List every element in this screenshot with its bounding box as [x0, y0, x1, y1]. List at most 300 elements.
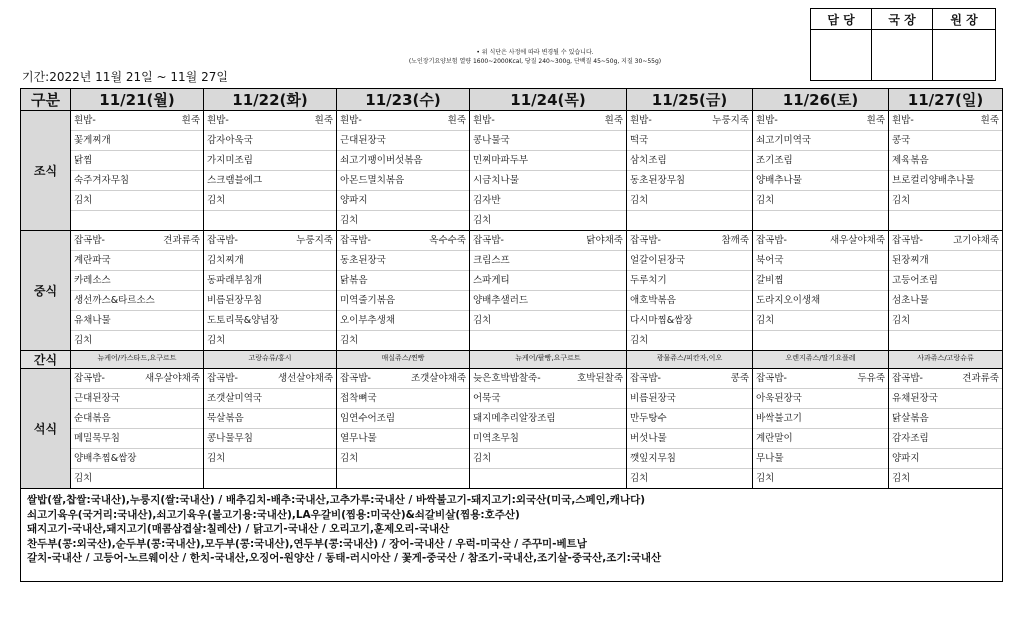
menu-item — [204, 171, 336, 191]
menu-cell — [889, 369, 1003, 489]
menu-item — [71, 469, 203, 488]
porridge-name: 흰죽 — [980, 115, 999, 126]
dish-name: 김치 — [756, 315, 775, 326]
dish-name: 감자아욱국 — [207, 135, 253, 146]
menu-cell — [470, 231, 627, 351]
dish-name: 삼치조림 — [630, 155, 667, 166]
snack-item: 고랑슈류/홍시 — [248, 354, 292, 362]
dish-name: 유채나물 — [74, 315, 111, 326]
category-header: 구분 — [21, 89, 71, 111]
porridge-name: 생선살야채죽 — [277, 373, 333, 384]
menu-cell — [753, 351, 889, 369]
menu-cell — [204, 111, 337, 231]
menu-item — [337, 429, 469, 449]
menu-item — [889, 171, 1002, 191]
weekly-menu-table — [20, 88, 1003, 582]
menu-item — [337, 369, 469, 389]
dish-name: 임연수어조림 — [340, 413, 396, 424]
dish-name: 닭찜 — [74, 155, 93, 166]
porridge-name: 흰죽 — [181, 115, 200, 126]
menu-item — [889, 131, 1002, 151]
approval-header-director: 국 장 — [872, 9, 933, 30]
dish-name: 오이부추생채 — [340, 315, 396, 326]
menu-item — [889, 231, 1002, 251]
dish-name: 계란말이 — [756, 433, 793, 444]
porridge-name: 누룽지죽 — [712, 115, 749, 126]
menu-item — [71, 131, 203, 151]
menu-cell — [627, 231, 753, 351]
menu-item — [753, 231, 888, 251]
day-header-row — [21, 89, 1003, 111]
menu-item — [337, 191, 469, 211]
menu-item — [71, 211, 203, 230]
dish-name: 비름된장무침 — [207, 295, 263, 306]
menu-item — [204, 131, 336, 151]
dish-name: 열무나물 — [340, 433, 377, 444]
dish-name: 김치 — [892, 473, 911, 484]
snack-item: 사과쥬스/고랑슈류 — [917, 354, 974, 362]
dish-name: 접착뼈국 — [340, 393, 377, 404]
dish-name: 잡곡밥- — [892, 235, 923, 246]
dish-name: 묵살볶음 — [207, 413, 244, 424]
approval-header-head: 원 장 — [933, 9, 996, 30]
dish-name: 잡곡밥- — [340, 235, 371, 246]
menu-cell — [627, 369, 753, 489]
menu-item — [753, 409, 888, 429]
porridge-name: 옥수수죽 — [429, 235, 466, 246]
dish-name: 김치 — [756, 195, 775, 206]
menu-item — [753, 469, 888, 488]
menu-item — [627, 211, 752, 230]
dish-name: 김치찌개 — [207, 255, 244, 266]
dish-name: 잡곡밥- — [630, 373, 661, 384]
porridge-name: 고기야채죽 — [953, 235, 999, 246]
dish-name: 김치 — [630, 195, 649, 206]
dish-name: 흰밥- — [892, 115, 914, 126]
menu-item — [204, 469, 336, 488]
meal-label: 석식 — [21, 369, 71, 489]
dish-name: 닭볶음 — [340, 275, 368, 286]
menu-item — [71, 429, 203, 449]
menu-item — [470, 469, 626, 488]
menu-item — [470, 151, 626, 171]
day-header: 11/22(화) — [204, 89, 337, 111]
menu-item — [889, 271, 1002, 291]
menu-item — [889, 191, 1002, 211]
menu-item — [627, 151, 752, 171]
snack-item: 광물쥬스/피칸자,이오 — [656, 354, 723, 362]
menu-item — [470, 449, 626, 469]
porridge-name: 견과류죽 — [962, 373, 999, 384]
dish-name: 다시마찜&쌈장 — [630, 315, 693, 326]
day-header: 11/27(일) — [889, 89, 1003, 111]
dish-name: 김치 — [473, 453, 492, 464]
porridge-name: 흰죽 — [447, 115, 466, 126]
approval-sign-staff — [811, 30, 872, 81]
menu-item — [204, 429, 336, 449]
snack-item: 뉴케어/카스타드,요구르트 — [97, 354, 177, 362]
dish-name: 양배추찜&쌈장 — [74, 453, 137, 464]
dish-name: 양배추샐러드 — [473, 295, 529, 306]
porridge-name: 닭야채죽 — [586, 235, 623, 246]
dish-name: 섬초나물 — [892, 295, 929, 306]
day-header: 11/24(목) — [470, 89, 627, 111]
dish-name: 잡곡밥- — [630, 235, 661, 246]
origin-line: 찬두부(콩:외국산),순두부(콩:국내산),모두부(콩:국내산),연두부(콩:국내산) / 장어-국내산 / 우럭-미국산 / 주꾸미-베트남 — [27, 537, 587, 550]
menu-item — [204, 231, 336, 251]
menu-item — [71, 449, 203, 469]
dish-name: 고등어조림 — [892, 275, 938, 286]
dish-name: 쇠고기팽이버섯볶음 — [340, 155, 423, 166]
menu-cell — [470, 351, 627, 369]
dish-name: 흰밥- — [756, 115, 778, 126]
dish-name: 제육볶음 — [892, 155, 929, 166]
dish-name: 근대된장국 — [74, 393, 120, 404]
origin-line: 쇠고기육우(국거리:국내산),쇠고기육우(불고기용:국내산),LA우갈비(찜용:미국산)&쇠갈비살(찜용:호주산) — [27, 508, 520, 521]
porridge-name: 견과류죽 — [163, 235, 200, 246]
menu-notice — [330, 48, 740, 66]
dish-name: 잡곡밥- — [207, 235, 238, 246]
menu-item — [753, 429, 888, 449]
menu-item — [204, 449, 336, 469]
menu-item — [337, 211, 469, 230]
menu-item — [627, 131, 752, 151]
dish-name: 만두탕수 — [630, 413, 667, 424]
menu-item — [889, 211, 1002, 230]
dish-name: 생선까스&타르소스 — [74, 295, 155, 306]
menu-item — [204, 409, 336, 429]
menu-item — [627, 449, 752, 469]
dish-name: 스크램블에그 — [207, 175, 263, 186]
dish-name: 잡곡밥- — [207, 373, 238, 384]
menu-item — [337, 231, 469, 251]
menu-item — [71, 151, 203, 171]
menu-item — [753, 151, 888, 171]
menu-item — [470, 251, 626, 271]
dish-name: 김치 — [473, 315, 492, 326]
origin-row — [21, 489, 1003, 582]
dish-name: 시금치나물 — [473, 175, 519, 186]
dish-name: 아몬드멸치볶음 — [340, 175, 405, 186]
menu-item — [470, 409, 626, 429]
menu-item — [627, 429, 752, 449]
dish-name: 바싹불고기 — [756, 413, 802, 424]
menu-item — [337, 469, 469, 488]
menu-item — [71, 409, 203, 429]
dish-name: 카레소스 — [74, 275, 111, 286]
menu-item — [889, 331, 1002, 350]
dish-name: 된장찌개 — [892, 255, 929, 266]
dish-name: 돼지메추리알장조림 — [473, 413, 556, 424]
menu-item — [753, 111, 888, 131]
menu-item — [337, 331, 469, 350]
dish-name: 가지미조림 — [207, 155, 253, 166]
menu-item — [71, 251, 203, 271]
menu-item — [753, 271, 888, 291]
menu-cell — [470, 111, 627, 231]
menu-item — [470, 331, 626, 350]
dish-name: 콩나물국 — [473, 135, 510, 146]
dish-name: 김치 — [630, 335, 649, 346]
dish-name: 어묵국 — [473, 393, 501, 404]
menu-item — [204, 111, 336, 131]
snack-item: 오렌지쥬스/딸기요플레 — [785, 354, 856, 362]
menu-cell — [337, 369, 470, 489]
menu-item — [470, 211, 626, 230]
menu-item — [337, 449, 469, 469]
menu-item — [204, 331, 336, 350]
dish-name: 동파래부침개 — [207, 275, 263, 286]
menu-item — [889, 449, 1002, 469]
origin-info — [21, 489, 1003, 582]
dish-name: 크림스프 — [473, 255, 510, 266]
porridge-name: 누룽지죽 — [296, 235, 333, 246]
menu-cell — [753, 369, 889, 489]
dish-name: 북어국 — [756, 255, 784, 266]
dish-name: 근대된장국 — [340, 135, 386, 146]
dish-name: 깻잎지무침 — [630, 453, 676, 464]
dish-name: 김치 — [892, 195, 911, 206]
menu-item — [470, 291, 626, 311]
dish-name: 버섯나물 — [630, 433, 667, 444]
dish-name: 메밀묵무침 — [74, 433, 120, 444]
dish-name: 유채된장국 — [892, 393, 938, 404]
dish-name: 늦은호박밥찰죽- — [473, 373, 541, 384]
dish-name: 김치 — [74, 195, 93, 206]
porridge-name: 콩죽 — [730, 373, 749, 384]
porridge-name: 두유죽 — [857, 373, 885, 384]
dish-name: 흰밥- — [207, 115, 229, 126]
menu-item — [470, 231, 626, 251]
notice-line-2: (노인장기요양보험 열량 1600~2000Kcal, 당질 240~300g, 단백질 45~50g, 지질 30~55g) — [408, 58, 662, 65]
dish-name: 김치 — [74, 335, 93, 346]
dish-name: 무나물 — [756, 453, 784, 464]
meal-row — [21, 111, 1003, 231]
menu-item — [337, 131, 469, 151]
porridge-name: 새우살야채죽 — [144, 373, 200, 384]
menu-cell — [753, 111, 889, 231]
menu-item — [753, 311, 888, 331]
snack-row — [21, 351, 1003, 369]
menu-item — [204, 191, 336, 211]
menu-item — [337, 291, 469, 311]
menu-item — [337, 389, 469, 409]
notice-line-1: • 위 식단은 사정에 따라 변경될 수 있습니다. — [476, 49, 594, 56]
menu-item — [71, 369, 203, 389]
menu-cell — [204, 369, 337, 489]
snack-item: 뉴케어/팥빵,요구르트 — [515, 354, 581, 362]
menu-cell — [71, 369, 204, 489]
dish-name: 김치 — [74, 473, 93, 484]
menu-cell — [627, 351, 753, 369]
dish-name: 꽃게찌개 — [74, 135, 111, 146]
dish-name: 아욱된장국 — [756, 393, 802, 404]
dish-name: 김자반 — [473, 195, 501, 206]
dish-name: 스파게티 — [473, 275, 510, 286]
dish-name: 김치 — [756, 473, 775, 484]
menu-item — [71, 389, 203, 409]
menu-cell — [470, 369, 627, 489]
dish-name: 조갯살미역국 — [207, 393, 263, 404]
menu-item — [204, 369, 336, 389]
menu-item — [337, 251, 469, 271]
menu-item — [627, 469, 752, 488]
menu-item — [470, 131, 626, 151]
porridge-name: 흰죽 — [604, 115, 623, 126]
menu-item — [889, 469, 1002, 488]
approval-sign-director — [872, 30, 933, 81]
menu-item — [889, 311, 1002, 331]
menu-item — [470, 429, 626, 449]
dish-name: 흰밥- — [473, 115, 495, 126]
menu-item — [204, 271, 336, 291]
menu-item — [753, 331, 888, 350]
approval-box — [810, 8, 996, 81]
menu-item — [889, 409, 1002, 429]
meal-label: 간식 — [21, 351, 71, 369]
dish-name: 도토리묵&양념장 — [207, 315, 279, 326]
dish-name: 김치 — [207, 453, 226, 464]
meal-row — [21, 231, 1003, 351]
menu-item — [204, 151, 336, 171]
day-header: 11/21(월) — [71, 89, 204, 111]
meal-row — [21, 369, 1003, 489]
dish-name: 얼갈이된장국 — [630, 255, 686, 266]
menu-cell — [71, 111, 204, 231]
menu-item — [627, 369, 752, 389]
porridge-name: 참깨죽 — [721, 235, 749, 246]
menu-item — [753, 171, 888, 191]
dish-name: 김치 — [340, 453, 359, 464]
dish-name: 콩국 — [892, 135, 911, 146]
menu-item — [470, 171, 626, 191]
dish-name: 애호박볶음 — [630, 295, 676, 306]
meal-label: 조식 — [21, 111, 71, 231]
dish-name: 숙주겨자무침 — [74, 175, 130, 186]
menu-item — [889, 389, 1002, 409]
menu-cell — [337, 111, 470, 231]
menu-item — [753, 211, 888, 230]
menu-item — [627, 271, 752, 291]
dish-name: 두루치기 — [630, 275, 667, 286]
menu-item — [753, 369, 888, 389]
dish-name: 김치 — [473, 215, 492, 226]
dish-name: 감자조림 — [892, 433, 929, 444]
approval-header-staff: 담 당 — [811, 9, 872, 30]
dish-name: 미역줄기볶음 — [340, 295, 396, 306]
menu-cell — [337, 351, 470, 369]
dish-name: 흰밥- — [74, 115, 96, 126]
menu-item — [71, 311, 203, 331]
dish-name: 비름된장국 — [630, 393, 676, 404]
menu-item — [204, 311, 336, 331]
menu-item — [337, 311, 469, 331]
menu-item — [71, 191, 203, 211]
dish-name: 잡곡밥- — [74, 373, 105, 384]
dish-name: 잡곡밥- — [892, 373, 923, 384]
menu-item — [204, 251, 336, 271]
menu-item — [627, 251, 752, 271]
origin-line: 갈치-국내산 / 고등어-노르웨이산 / 한치-국내산,오징어-원양산 / 동태-러시아산 / 꽃게-중국산 / 참조기-국내산,조기살-중국산,조기:국내산 — [27, 552, 662, 564]
menu-item — [470, 111, 626, 131]
porridge-name: 호박된찰죽 — [577, 373, 623, 384]
dish-name: 양배추나물 — [756, 175, 802, 186]
menu-item — [627, 389, 752, 409]
dish-name: 김치 — [340, 335, 359, 346]
porridge-name: 조갯살야채죽 — [410, 373, 466, 384]
dish-name: 조기조림 — [756, 155, 793, 166]
menu-period: 기간:2022년 11월 21일 ~ 11월 27일 — [22, 70, 228, 84]
dish-name: 잡곡밥- — [756, 373, 787, 384]
menu-item — [470, 191, 626, 211]
menu-item — [627, 171, 752, 191]
origin-line: 쌀밥(쌀,찹쌀:국내산),누룽지(쌀:국내산) / 배추김치-배추:국내산,고추가루:국내산 / 바싹불고기-돼지고기:외국산(미국,스페인,캐나다) — [27, 494, 646, 506]
menu-item — [627, 191, 752, 211]
dish-name: 김치 — [207, 195, 226, 206]
menu-item — [627, 231, 752, 251]
dish-name: 잡곡밥- — [74, 235, 105, 246]
menu-item — [71, 331, 203, 350]
menu-cell — [889, 351, 1003, 369]
dish-name: 흰밥- — [630, 115, 652, 126]
menu-item — [337, 409, 469, 429]
dish-name: 김치 — [892, 315, 911, 326]
menu-item — [753, 191, 888, 211]
approval-sign-head — [933, 30, 996, 81]
dish-name: 양파지 — [340, 195, 368, 206]
dish-name: 양파지 — [892, 453, 920, 464]
dish-name: 잡곡밥- — [756, 235, 787, 246]
meal-label: 중식 — [21, 231, 71, 351]
menu-item — [627, 331, 752, 350]
day-header: 11/25(금) — [627, 89, 753, 111]
day-header: 11/23(수) — [337, 89, 470, 111]
menu-item — [204, 211, 336, 230]
menu-item — [753, 449, 888, 469]
menu-item — [337, 151, 469, 171]
dish-name: 계란파국 — [74, 255, 111, 266]
menu-item — [753, 389, 888, 409]
menu-item — [889, 429, 1002, 449]
dish-name: 흰밥- — [340, 115, 362, 126]
menu-cell — [204, 351, 337, 369]
menu-item — [204, 389, 336, 409]
dish-name: 김치 — [207, 335, 226, 346]
menu-item — [889, 291, 1002, 311]
menu-item — [470, 271, 626, 291]
porridge-name: 흰죽 — [314, 115, 333, 126]
dish-name: 잡곡밥- — [340, 373, 371, 384]
menu-item — [470, 389, 626, 409]
menu-item — [71, 171, 203, 191]
dish-name: 동초된장국 — [340, 255, 386, 266]
menu-item — [337, 271, 469, 291]
dish-name: 순대볶음 — [74, 413, 111, 424]
menu-item — [204, 291, 336, 311]
menu-item — [71, 111, 203, 131]
menu-cell — [71, 351, 204, 369]
menu-item — [470, 369, 626, 389]
menu-item — [71, 231, 203, 251]
dish-name: 갈비찜 — [756, 275, 784, 286]
menu-item — [627, 409, 752, 429]
dish-name: 브로컬리양배추나물 — [892, 175, 975, 186]
menu-cell — [337, 231, 470, 351]
dish-name: 잡곡밥- — [473, 235, 504, 246]
dish-name: 닭살볶음 — [892, 413, 929, 424]
porridge-name: 새우살야채죽 — [829, 235, 885, 246]
menu-item — [627, 291, 752, 311]
